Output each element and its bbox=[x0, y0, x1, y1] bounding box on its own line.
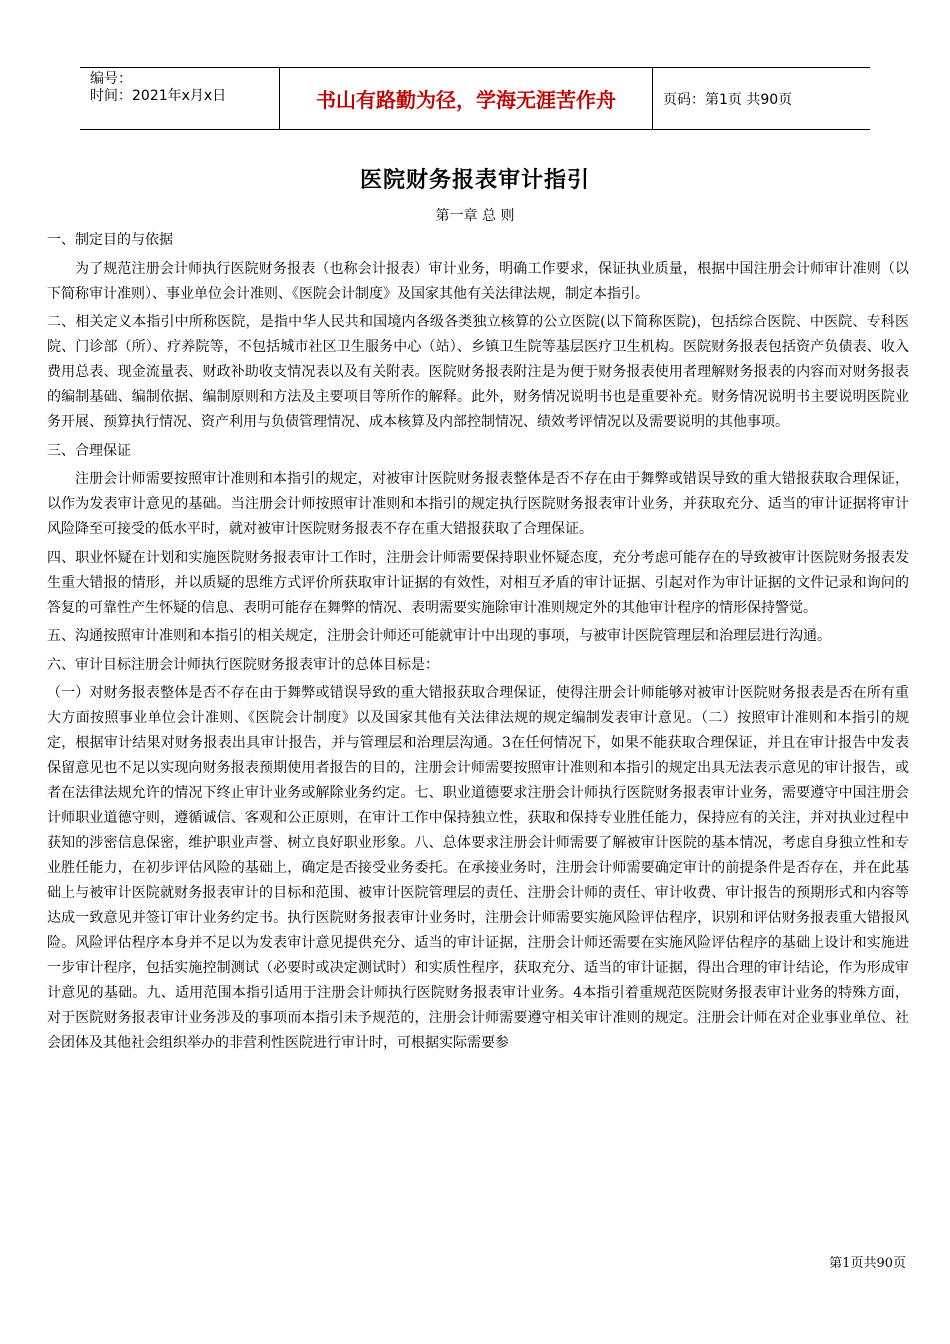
time-label: 时间：2021年x月x日 bbox=[90, 88, 227, 104]
number-label: 编号： bbox=[90, 71, 132, 87]
section-heading: 一、制定目的与依据 bbox=[47, 232, 173, 248]
header-motto: 书山有路勤为径，学海无涯苦作舟 bbox=[280, 68, 653, 129]
chapter-heading: 第一章 总 则 bbox=[435, 208, 515, 224]
page-header bbox=[80, 67, 870, 130]
header-page-code: 页码：第1页 共90页 bbox=[663, 91, 793, 108]
paragraph: 五、沟通按照审计准则和本指引的相关规定，注册会计师还可能就审计中出现的事项，与被审计医院管理层和治理层进行沟通。 bbox=[47, 628, 831, 644]
paragraph: 二、相关定义本指引中所称医院，是指中华人民共和国境内各级各类独立核算的公立医院(以下简称医院)，包括综合医院、中医院、专科医院、门诊部（所）、疗养院等，不包括城市社区卫生服务中心（站）、乡镇卫生院等基层医疗卫生机构。医院财务报表包括资产负债表、收入费用总表、现金流量表、财政补助收支情况表以及有关附表。医院财务报表附注是为便于财务报表使用者理解财务报表的内容而对财务报表的编制基础、编制依据、编制原则和方法及主要项目等所作的解释。此外，财务情况说明书也是重要补充。财务情况说明书主要说明医院业务开展、预算执行情况、资产利用与负债管理情况、成本核算及内部控制情况、绩效考评情况以及需要说明的其他事项。 bbox=[47, 314, 909, 430]
paragraph: 六、审计目标注册会计师执行医院财务报表审计的总体目标是： bbox=[47, 656, 439, 673]
page-footer: 第1页共90页 bbox=[829, 1256, 906, 1271]
paragraph: 注册会计师需要按照审计准则和本指引的规定，对被审计医院财务报表整体是否不存在由于舞弊或错误导致的重大错报获取合理保证，以作为发表审计意见的基础。当注册会计师按照审计准则和本指引的规定执行医院财务报表审计业务，并获取充分、适当的审计证据将审计风险降至可接受的低水平时，就对被审计医院财务报表不存在重大错报获取了合理保证。 bbox=[47, 471, 909, 537]
document-body bbox=[47, 228, 909, 1060]
paragraph: 四、职业怀疑在计划和实施医院财务报表审计工作时，注册会计师需要保持职业怀疑态度，充分考虑可能存在的导致被审计医院财务报表发生重大错报的情形，并以质疑的思维方式评价所获取审计证据的有效性，对相互矛盾的审计证据、引起对作为审计证据的文件记录和询问的答复的可靠性产生怀疑的信息、表明可能存在舞弊的情况、表明需要实施除审计准则规定外的其他审计程序的情形保持警觉。 bbox=[47, 549, 909, 616]
paragraph: （一）对财务报表整体是否不存在由于舞弊或错误导致的重大错报获取合理保证，使得注册会计师能够对被审计医院财务报表是否在所有重大方面按照事业单位会计准则、《医院会计制度》以及国家其他有关法律法规的规定编制发表审计意见。（二）按照审计准则和本指引的规定，根据审计结果对财务报表出具审计报告，并与管理层和治理层沟通。3在任何情况下，如果不能获取合理保证，并且在审计报告中发表保留意见也不足以实现向财务报表预期使用者报告的目的，注册会计师需要按照审计准则和本指引的规定出具无法表示意见的审计报告，或者在法律法规允许的情况下终止审计业务或解除业务约定。七、职业道德要求注册会计师执行医院财务报表审计业务，需要遵守中国注册会计师职业道德守则，遵循诚信、客观和公正原则，在审计工作中保持独立性，获取和保持专业胜任能力，保持应有的关注，并对执业过程中获知的涉密信息保密，维护职业声誉、树立良好职业形象。八、总体要求注册会计师需要了解被审计医院的基本情况，考虑自身独立性和专业胜任能力，在初步评估风险的基础上，确定是否接受业务委托。在承接业务时，注册会计师需要确定审计的前提条件是否存在，并在此基础上与被审计医院就财务报表审计的目标和范围、被审计医院管理层的责任、注册会计师的责任、审计收费、审计报告的预期形式和内容等达成一致意见并签订审计业务约定书。执行医院财务报表审计业务时，注册会计师需要实施风险评估程序，识别和评估财务报表重大错报风险。风险评估程序本身并不足以为发表审计意见提供充分、适当的审计证据，注册会计师还需要在实施风险评估程序的基础上设计和实施进一步审计程序，包括实施控制测试（必要时或决定测试时）和实质性程序，获取充分、适当的审计证据，得出合理的审计结论，作为形成审计意见的基础。九、适用范围本指引适用于注册会计师执行医院财务报表审计业务。4本指引着重规范医院财务报表审计业务的特殊方面，对于医院财务报表审计业务涉及的事项而本指引未予规范的，注册会计师需要遵守相关审计准则的规定。注册会计师在对企业事业单位、社会团体及其他社会组织举办的非营利性医院进行审计时，可根据实际需要参 bbox=[47, 685, 909, 1051]
paragraph: 为了规范注册会计师执行医院财务报表（也称会计报表）审计业务，明确工作要求，保证执业质量，根据中国注册会计师审计准则（以下简称审计准则）、事业单位会计准则、《医院会计制度》及国家其他有关法律法规，制定本指引。 bbox=[47, 260, 909, 302]
document-title: 医院财务报表审计指引 bbox=[359, 168, 590, 193]
section-heading: 三、合理保证 bbox=[47, 442, 131, 459]
header-meta bbox=[80, 68, 280, 129]
